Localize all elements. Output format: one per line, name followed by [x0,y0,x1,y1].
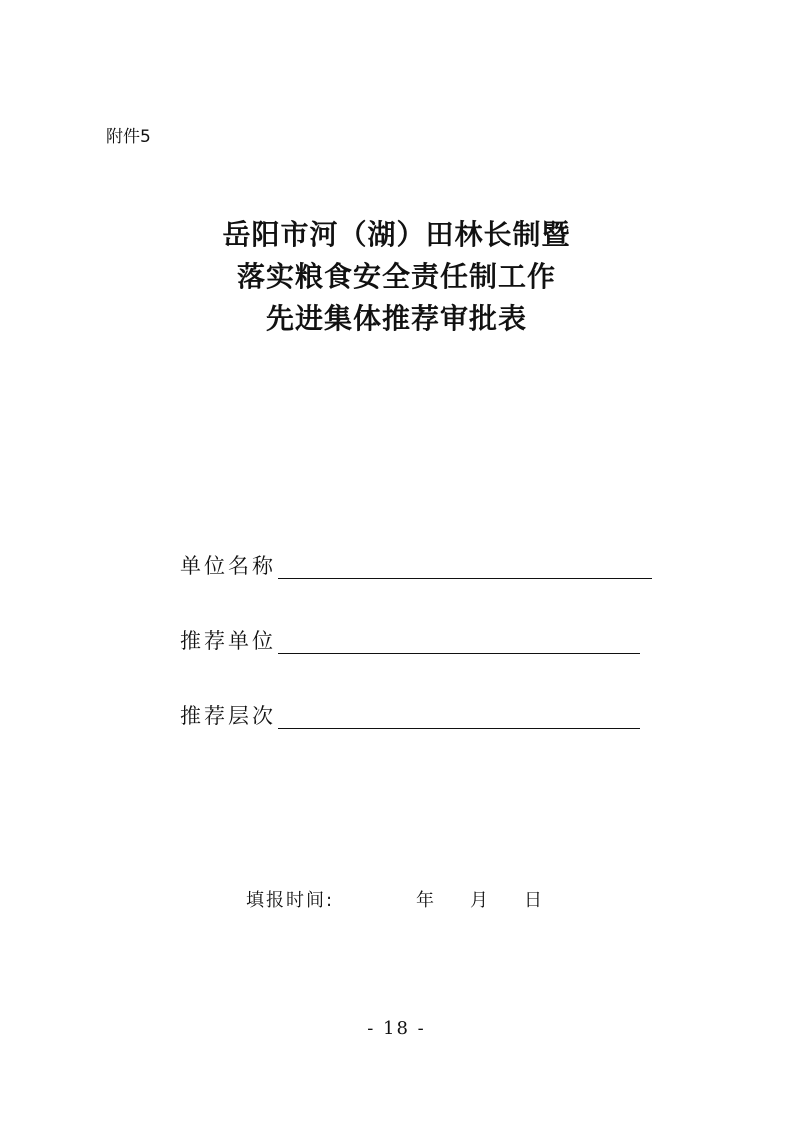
recommending-unit-label: 推荐单位 [180,629,276,653]
attachment-label: 附件5 [106,127,151,147]
title-line-1: 岳阳市河（湖）田林长制暨 [222,218,571,251]
recommendation-level-blank-line[interactable] [278,702,640,729]
fill-date-label: 填报时间: [246,890,335,911]
title-line-2: 落实粮食安全责任制工作 [236,260,556,293]
recommending-unit-blank-line[interactable] [278,627,640,654]
page-number: - 18 - [367,1018,426,1039]
title-line-3: 先进集体推荐审批表 [265,302,527,335]
unit-name-blank-line[interactable] [278,552,652,579]
fill-date-day: 日 [524,890,544,911]
recommendation-level-field [180,695,640,729]
unit-name-label: 单位名称 [180,554,276,578]
fill-date-month: 月 [470,890,490,911]
recommending-unit-field [180,620,640,654]
document-title [0,214,793,340]
unit-name-field [180,545,652,579]
recommendation-level-label: 推荐层次 [180,704,276,728]
fill-date-year: 年 [416,890,436,911]
